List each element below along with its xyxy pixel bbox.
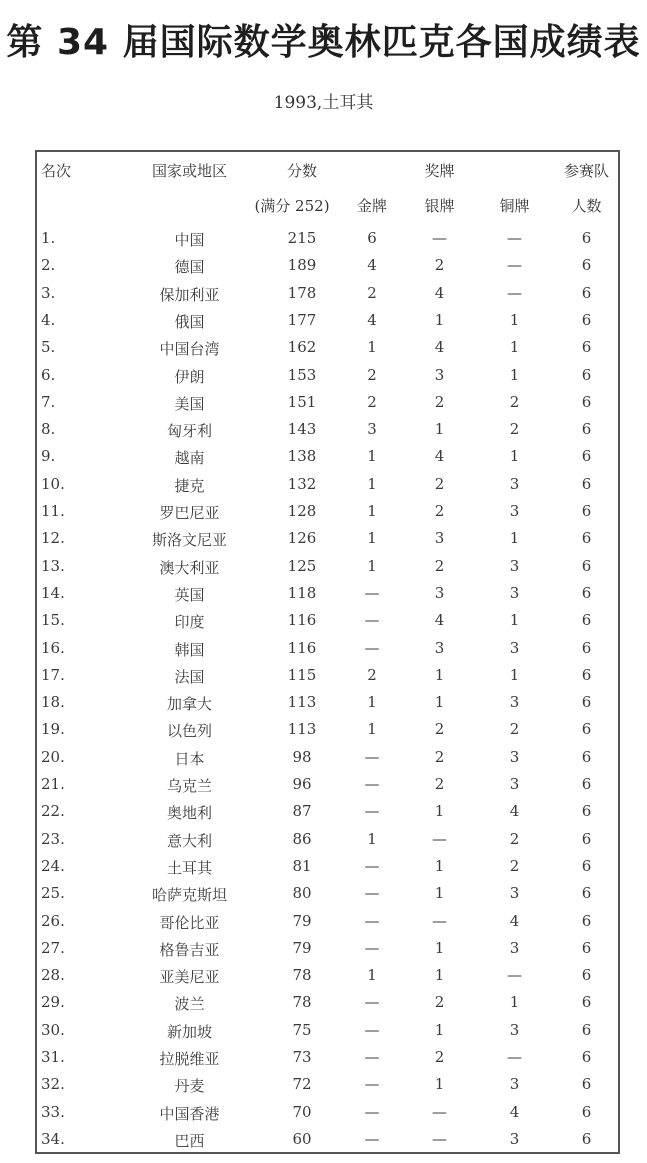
table-row (37, 338, 618, 365)
cell-score: 75 (292, 1020, 312, 1039)
cell-country: 以色列 (166, 722, 212, 741)
cell-bronze: 1 (509, 447, 520, 466)
cell-country: 美国 (174, 394, 205, 413)
cell-gold: 1 (367, 474, 377, 493)
header-bronze: 铜牌 (499, 197, 530, 215)
cell-gold: 2 (367, 365, 377, 384)
cell-silver: 4 (434, 283, 445, 302)
cell-silver: 1 (434, 884, 445, 903)
cell-score: 70 (292, 1102, 312, 1121)
cell-bronze: 4 (509, 802, 520, 821)
cell-country: 捷克 (174, 476, 205, 495)
cell-team: 6 (581, 966, 592, 985)
table-row (37, 857, 618, 884)
cell-gold: 1 (367, 502, 377, 520)
table-row (37, 447, 618, 474)
cell-country: 哈萨克斯坦 (151, 886, 227, 905)
cell-team: 6 (581, 611, 592, 630)
cell-team: 6 (581, 1020, 592, 1039)
cell-gold: 2 (367, 392, 377, 411)
cell-silver: — (432, 911, 447, 930)
cell-rank: 10. (41, 474, 65, 493)
cell-team: 6 (581, 365, 592, 384)
cell-score: 143 (287, 420, 317, 439)
table-row (37, 993, 618, 1020)
cell-score: 178 (287, 283, 317, 302)
cell-bronze: — (507, 966, 522, 985)
cell-team: 6 (581, 256, 592, 275)
table-row (37, 1103, 618, 1130)
cell-country: 韩国 (174, 640, 205, 659)
cell-silver: — (432, 1102, 447, 1121)
cell-score: 128 (287, 502, 317, 520)
cell-country: 加拿大 (166, 695, 212, 714)
cell-team: 6 (581, 829, 592, 848)
cell-bronze: 3 (509, 747, 520, 766)
cell-team: 6 (581, 720, 592, 739)
cell-gold: — (364, 1020, 380, 1039)
cell-silver: 4 (434, 338, 445, 357)
cell-silver: 3 (434, 638, 445, 657)
cell-country: 俄国 (174, 312, 205, 331)
cell-gold: — (364, 911, 380, 930)
cell-gold: — (364, 583, 380, 602)
cell-silver: 2 (434, 502, 445, 520)
cell-rank: 17. (41, 665, 65, 684)
header-team: 参赛队 (563, 162, 609, 180)
cell-score: 78 (292, 966, 312, 985)
cell-score: 116 (287, 638, 317, 657)
header-silver: 银牌 (424, 197, 455, 215)
table-row (37, 666, 618, 693)
table-row (37, 775, 618, 802)
cell-country: 罗巴尼亚 (159, 504, 220, 522)
cell-score: 132 (287, 474, 317, 493)
cell-bronze: — (507, 256, 522, 275)
table-row (37, 557, 618, 584)
cell-gold: 2 (367, 283, 377, 302)
cell-gold: 1 (367, 338, 377, 357)
header-rank: 名次 (41, 162, 72, 180)
cell-team: 6 (581, 556, 592, 575)
cell-gold: 2 (367, 665, 377, 684)
cell-team: 6 (581, 1075, 592, 1094)
cell-country: 土耳其 (166, 858, 212, 877)
cell-rank: 31. (41, 1048, 65, 1066)
cell-rank: 16. (41, 638, 65, 657)
cell-country: 匈牙利 (166, 422, 212, 441)
cell-rank: 9. (41, 447, 56, 466)
cell-score: 138 (287, 447, 317, 466)
cell-score: 115 (287, 665, 317, 684)
cell-score: 177 (287, 310, 317, 329)
cell-score: 87 (292, 802, 312, 821)
subtitle: 1993,土耳其 (273, 93, 374, 113)
cell-rank: 33. (41, 1102, 65, 1121)
cell-rank: 25. (41, 884, 65, 903)
cell-bronze: 1 (509, 665, 520, 684)
cell-silver: 2 (434, 556, 445, 575)
cell-bronze: 3 (509, 884, 520, 903)
cell-silver: 2 (434, 256, 445, 275)
cell-silver: 3 (434, 529, 445, 548)
cell-score: 80 (292, 884, 312, 903)
table-row (37, 366, 618, 393)
cell-team: 6 (581, 802, 592, 821)
cell-silver: — (432, 829, 447, 848)
cell-country: 巴西 (174, 1131, 205, 1150)
cell-bronze: 1 (509, 611, 520, 630)
cell-gold: — (364, 856, 380, 875)
cell-bronze: 3 (509, 583, 520, 602)
cell-score: 96 (292, 775, 312, 793)
cell-rank: 22. (41, 802, 65, 821)
table-row (37, 693, 618, 720)
cell-team: 6 (581, 1102, 592, 1121)
cell-rank: 14. (41, 583, 65, 602)
cell-gold: 3 (367, 420, 377, 439)
cell-gold: — (364, 775, 380, 793)
cell-rank: 3. (41, 283, 56, 302)
results-table (35, 150, 620, 1154)
table-row (37, 639, 618, 666)
header-team-sub: 人数 (571, 197, 602, 215)
table-row (37, 502, 618, 529)
header-gold: 金牌 (356, 197, 387, 215)
cell-team: 6 (581, 392, 592, 411)
cell-bronze: 3 (509, 556, 520, 575)
cell-gold: — (364, 884, 380, 903)
cell-gold: 1 (367, 556, 377, 575)
cell-silver: 2 (434, 1048, 445, 1066)
cell-silver: 1 (434, 665, 445, 684)
cell-team: 6 (581, 1048, 592, 1066)
cell-silver: 4 (434, 611, 445, 630)
cell-gold: — (364, 802, 380, 821)
cell-score: 215 (287, 229, 317, 247)
table-row (37, 1075, 618, 1102)
cell-bronze: 2 (509, 720, 520, 739)
cell-score: 126 (287, 529, 317, 548)
cell-score: 86 (292, 829, 312, 848)
cell-team: 6 (581, 529, 592, 548)
cell-silver: 1 (434, 938, 445, 957)
cell-rank: 15. (41, 611, 65, 630)
cell-country: 拉脱维亚 (159, 1050, 220, 1068)
cell-bronze: 3 (509, 474, 520, 493)
cell-score: 81 (292, 856, 312, 875)
cell-rank: 6. (41, 365, 56, 384)
cell-rank: 13. (41, 556, 65, 575)
cell-silver: 2 (434, 392, 445, 411)
cell-team: 6 (581, 775, 592, 793)
cell-bronze: 3 (509, 775, 520, 793)
table-row (37, 912, 618, 939)
cell-country: 新加坡 (166, 1022, 212, 1041)
table-row (37, 229, 618, 256)
cell-silver: 2 (434, 775, 445, 793)
cell-gold: — (364, 611, 380, 630)
cell-country: 日本 (174, 749, 205, 768)
cell-rank: 2. (41, 256, 56, 275)
header-score: 分数 (286, 162, 317, 180)
cell-rank: 19. (41, 720, 65, 739)
cell-team: 6 (581, 420, 592, 439)
table-row (37, 1130, 618, 1157)
cell-gold: — (364, 747, 380, 766)
cell-score: 78 (292, 993, 312, 1012)
cell-gold: 4 (367, 256, 377, 275)
cell-rank: 1. (41, 229, 56, 247)
cell-country: 乌克兰 (166, 777, 212, 795)
cell-rank: 26. (41, 911, 65, 930)
cell-bronze: 3 (509, 693, 520, 712)
cell-gold: 1 (367, 693, 377, 712)
table-row (37, 884, 618, 911)
cell-rank: 18. (41, 693, 65, 712)
table-row (37, 830, 618, 857)
cell-country: 保加利亚 (159, 285, 220, 304)
cell-silver: 1 (434, 1075, 445, 1094)
cell-silver: 2 (434, 474, 445, 493)
cell-gold: 1 (367, 447, 377, 466)
cell-team: 6 (581, 283, 592, 302)
cell-bronze: 2 (509, 856, 520, 875)
cell-country: 中国 (174, 231, 205, 249)
cell-gold: — (364, 1048, 380, 1066)
cell-silver: — (432, 229, 447, 247)
cell-bronze: 3 (509, 938, 520, 957)
cell-rank: 8. (41, 420, 56, 439)
cell-country: 澳大利亚 (159, 558, 220, 577)
cell-rank: 5. (41, 338, 56, 357)
table-row (37, 393, 618, 420)
cell-country: 意大利 (166, 831, 212, 850)
cell-gold: 1 (367, 829, 377, 848)
cell-bronze: 3 (509, 1020, 520, 1039)
cell-team: 6 (581, 474, 592, 493)
cell-score: 73 (292, 1048, 312, 1066)
cell-rank: 4. (41, 310, 56, 329)
cell-silver: 1 (434, 693, 445, 712)
cell-team: 6 (581, 502, 592, 520)
cell-team: 6 (581, 938, 592, 957)
cell-bronze: 1 (509, 529, 520, 548)
header-medals: 奖牌 (424, 162, 455, 180)
table-row (37, 1021, 618, 1048)
cell-bronze: 3 (509, 502, 520, 520)
cell-bronze: 2 (509, 392, 520, 411)
cell-bronze: 2 (509, 829, 520, 848)
cell-silver: 2 (434, 747, 445, 766)
cell-silver: 3 (434, 365, 445, 384)
cell-team: 6 (581, 583, 592, 602)
cell-bronze: 3 (509, 1129, 520, 1148)
table-row (37, 529, 618, 556)
cell-rank: 23. (41, 829, 65, 848)
cell-gold: 6 (367, 229, 377, 247)
cell-gold: 1 (367, 966, 377, 985)
cell-bronze: 3 (509, 638, 520, 657)
cell-bronze: 1 (509, 338, 520, 357)
cell-score: 118 (287, 583, 317, 602)
cell-score: 153 (287, 365, 317, 384)
cell-rank: 24. (41, 856, 65, 875)
header-row-1 (37, 160, 618, 187)
cell-score: 98 (292, 747, 312, 766)
cell-rank: 34. (41, 1129, 65, 1148)
cell-bronze: 1 (509, 993, 520, 1012)
cell-score: 72 (292, 1075, 312, 1094)
cell-country: 亚美尼亚 (159, 968, 220, 987)
cell-score: 162 (287, 338, 317, 357)
cell-bronze: 1 (509, 310, 520, 329)
cell-gold: — (364, 638, 380, 657)
cell-bronze: — (507, 283, 522, 302)
cell-rank: 12. (41, 529, 65, 548)
table-row (37, 720, 618, 747)
cell-bronze: 4 (509, 911, 520, 930)
cell-bronze: 1 (509, 365, 520, 384)
table-row (37, 284, 618, 311)
page-title: 第 34 届国际数学奥林匹克各国成绩表 (6, 22, 641, 63)
cell-team: 6 (581, 310, 592, 329)
cell-rank: 29. (41, 993, 65, 1012)
cell-gold: 4 (367, 310, 377, 329)
cell-silver: 2 (434, 720, 445, 739)
cell-country: 中国香港 (159, 1104, 220, 1123)
cell-rank: 32. (41, 1075, 65, 1094)
cell-gold: — (364, 1075, 380, 1094)
cell-score: 113 (287, 693, 317, 712)
cell-country: 德国 (174, 258, 205, 277)
cell-score: 79 (292, 938, 312, 957)
cell-country: 法国 (174, 667, 205, 686)
table-row (37, 584, 618, 611)
cell-rank: 20. (41, 747, 65, 766)
cell-gold: 1 (367, 720, 377, 739)
cell-team: 6 (581, 229, 592, 247)
table-row (37, 311, 618, 338)
cell-country: 英国 (174, 585, 205, 604)
cell-silver: 1 (434, 856, 445, 875)
cell-team: 6 (581, 747, 592, 766)
cell-gold: — (364, 1102, 380, 1121)
cell-rank: 28. (41, 966, 65, 985)
cell-team: 6 (581, 638, 592, 657)
cell-bronze: — (507, 1048, 522, 1066)
cell-team: 6 (581, 447, 592, 466)
cell-team: 6 (581, 665, 592, 684)
cell-team: 6 (581, 856, 592, 875)
cell-score: 79 (292, 911, 312, 930)
cell-score: 60 (292, 1129, 312, 1148)
cell-gold: — (364, 938, 380, 957)
cell-team: 6 (581, 911, 592, 930)
table-row (37, 939, 618, 966)
cell-silver: 4 (434, 447, 445, 466)
cell-score: 113 (287, 720, 317, 739)
table-row (37, 611, 618, 638)
cell-country: 哥伦比亚 (159, 913, 220, 932)
header-row-2 (37, 195, 618, 222)
table-row (37, 966, 618, 993)
table-row (37, 748, 618, 775)
cell-gold: 1 (367, 529, 377, 548)
cell-score: 151 (287, 392, 317, 411)
cell-country: 印度 (174, 613, 205, 632)
cell-country: 斯洛文尼亚 (151, 531, 227, 550)
cell-country: 波兰 (174, 995, 205, 1014)
cell-gold: — (364, 993, 380, 1012)
cell-team: 6 (581, 1129, 592, 1148)
table-row (37, 420, 618, 447)
cell-silver: 3 (434, 583, 445, 602)
cell-gold: — (364, 1129, 380, 1148)
cell-silver: 2 (434, 993, 445, 1012)
cell-team: 6 (581, 338, 592, 357)
table-row (37, 475, 618, 502)
cell-silver: 1 (434, 420, 445, 439)
cell-bronze: 4 (509, 1102, 520, 1121)
cell-rank: 30. (41, 1020, 65, 1039)
cell-team: 6 (581, 993, 592, 1012)
cell-country: 越南 (174, 449, 205, 468)
cell-rank: 7. (41, 392, 56, 411)
cell-country: 丹麦 (174, 1077, 205, 1096)
cell-score: 189 (287, 256, 317, 275)
cell-team: 6 (581, 693, 592, 712)
cell-bronze: 2 (509, 420, 520, 439)
cell-team: 6 (581, 884, 592, 903)
cell-score: 116 (287, 611, 317, 630)
table-row (37, 256, 618, 283)
cell-silver: — (432, 1129, 447, 1148)
cell-rank: 11. (41, 502, 65, 520)
cell-silver: 1 (434, 966, 445, 985)
cell-bronze: — (507, 229, 522, 247)
cell-country: 奥地利 (166, 804, 212, 823)
header-score-sub: (满分 252) (254, 197, 330, 215)
table-row (37, 802, 618, 829)
table-row (37, 1048, 618, 1075)
cell-silver: 1 (434, 1020, 445, 1039)
cell-silver: 1 (434, 802, 445, 821)
header-country: 国家或地区 (151, 162, 227, 180)
cell-country: 中国台湾 (159, 340, 220, 359)
cell-silver: 1 (434, 310, 445, 329)
cell-score: 125 (287, 556, 317, 575)
cell-country: 伊朗 (174, 367, 205, 386)
cell-country: 格鲁吉亚 (159, 940, 220, 959)
cell-rank: 21. (41, 775, 65, 793)
cell-rank: 27. (41, 938, 65, 957)
cell-bronze: 3 (509, 1075, 520, 1094)
